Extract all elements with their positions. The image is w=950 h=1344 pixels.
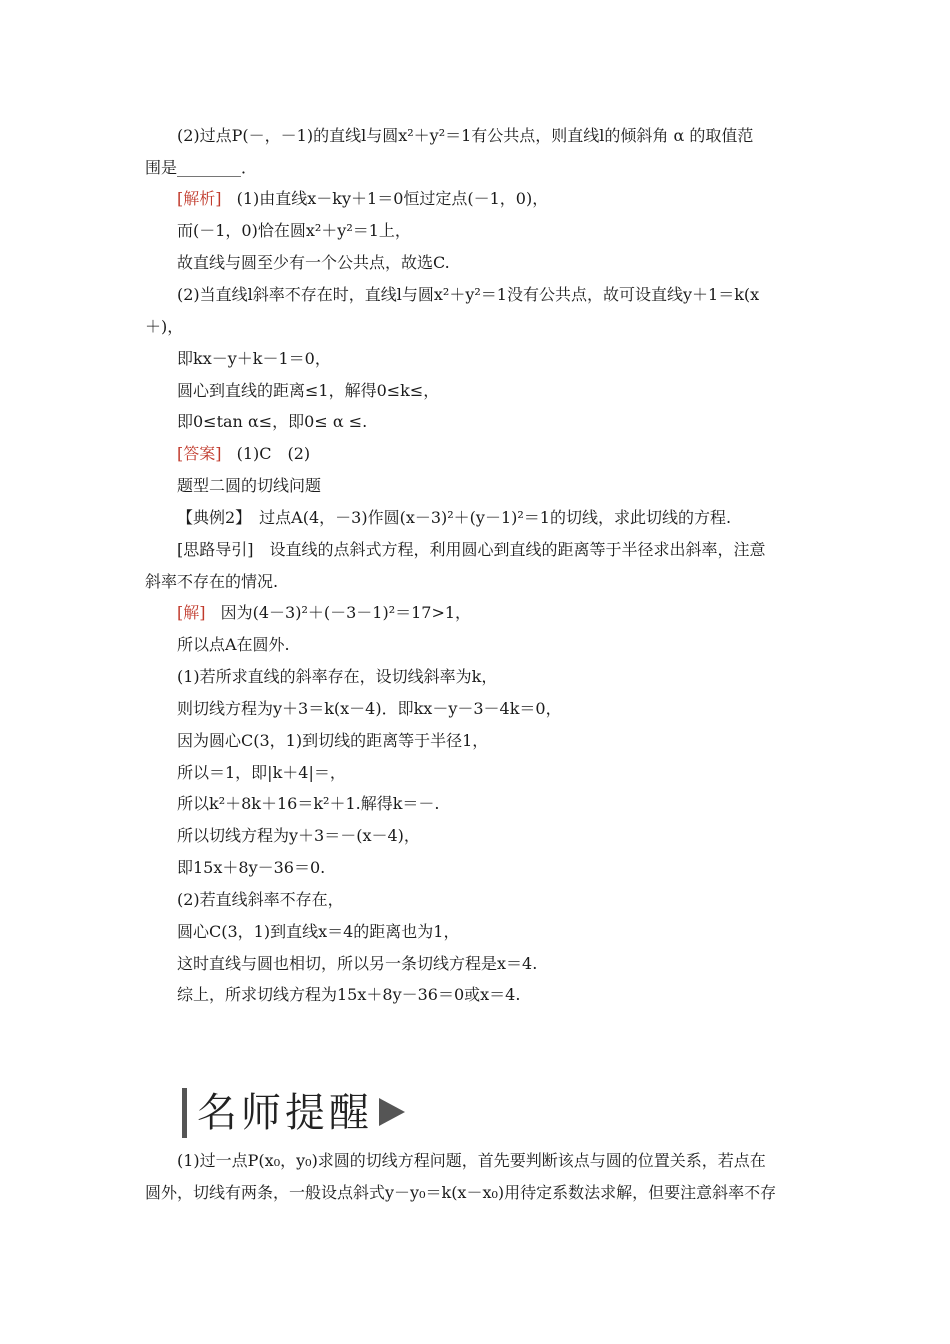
text-line: (2)过点P(－，－1)的直线l与圆x²＋y²＝1有公共点，则直线l的倾斜角 α 的取值范	[177, 126, 754, 145]
text-line: (2)当直线l斜率不存在时，直线l与圆x²＋y²＝1没有公共点，故可设直线y＋1＝k(x	[177, 285, 760, 304]
solution-paragraph	[177, 602, 471, 624]
text-line: 所以＝1，即|k＋4|＝，	[177, 763, 346, 782]
text-line: 因为圆心C(3，1)到切线的距离等于半径1，	[177, 731, 489, 750]
answer-paragraph	[177, 443, 310, 465]
tip-heading	[182, 1088, 405, 1138]
text-line: 故直线与圆至少有一个公共点，故选C.	[177, 253, 450, 272]
text-line: 圆心C(3，1)到直线x＝4的距离也为1，	[177, 922, 460, 941]
answer-tag: [答案]	[177, 444, 222, 463]
text-line: (1)若所求直线的斜率存在，设切线斜率为k，	[177, 667, 498, 686]
text-line: 围是________．	[145, 158, 258, 177]
text-line: 因为(4－3)²＋(－3－1)²＝17>1，	[220, 603, 472, 622]
text-line: (2)若直线斜率不存在，	[177, 890, 344, 909]
text-line: 而(－1，0)恰在圆x²＋y²＝1上，	[177, 221, 411, 240]
text-line: 所以k²＋8k＋16＝k²＋1.解得k＝－.	[177, 794, 440, 813]
text-line: 即kx－y＋k－1＝0，	[177, 349, 331, 368]
analysis-paragraph	[177, 188, 548, 210]
text-line: 即0≤tan α≤，即0≤ α ≤.	[177, 412, 368, 431]
play-arrow-icon	[379, 1098, 405, 1126]
text-line: 即15x＋8y－36＝0.	[177, 858, 326, 877]
text-line: 圆心到直线的距离≤1，解得0≤k≤，	[177, 381, 440, 400]
text-line: ＋)，	[145, 317, 184, 336]
text-line: (1)C (2)	[236, 444, 311, 463]
text-line: 则切线方程为y＋3＝k(x－4)．即kx－y－3－4k＝0，	[177, 699, 562, 718]
solution-tag: [解]	[177, 603, 206, 622]
tip-heading-text: 名师提醒	[197, 1090, 373, 1136]
text-line: 综上，所求切线方程为15x＋8y－36＝0或x＝4.	[177, 985, 521, 1004]
text-line: [思路导引] 设直线的点斜式方程，利用圆心到直线的距离等于半径求出斜率，注意	[177, 540, 766, 559]
section-title: 题型二圆的切线问题	[177, 476, 322, 495]
example-title: 【典例2】 过点A(4，－3)作圆(x－3)²＋(y－1)²＝1的切线，求此切线的方程.	[177, 508, 732, 527]
text-line: 所以点A在圆外.	[177, 635, 290, 654]
text-line: 这时直线与圆也相切，所以另一条切线方程是x＝4.	[177, 954, 538, 973]
text-line: (1)由直线x－ky＋1＝0恒过定点(－1，0)，	[236, 189, 549, 208]
text-line: 所以切线方程为y＋3＝－(x－4)，	[177, 826, 420, 845]
tip-line: 圆外，切线有两条，一般设点斜式y－y₀＝k(x－x₀)用待定系数法求解，但要注意斜率不存	[145, 1183, 777, 1202]
analysis-tag: [解析]	[177, 189, 222, 208]
text-line: 斜率不存在的情况.	[145, 572, 279, 591]
tip-line: (1)过一点P(x₀，y₀)求圆的切线方程问题，首先要判断该点与圆的位置关系，若点在	[177, 1151, 766, 1170]
